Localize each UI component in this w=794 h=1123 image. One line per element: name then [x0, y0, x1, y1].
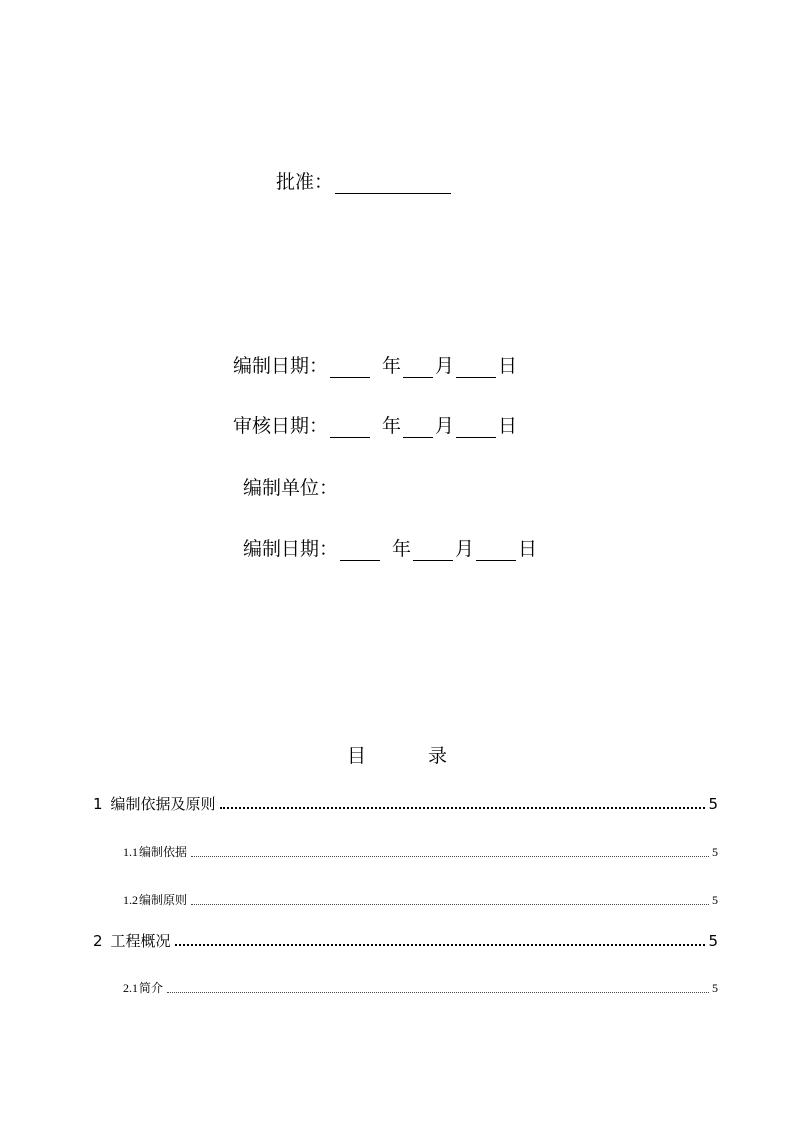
review-date-label: 审核日期： [233, 415, 329, 437]
month-label: 月 [435, 355, 455, 377]
approval-signature-blank[interactable] [335, 173, 451, 194]
approval-label: 批准： [276, 171, 334, 193]
toc-item[interactable] [123, 980, 718, 996]
toc-item-page: 5 [712, 845, 718, 859]
compile-date-label: 编制日期： [233, 355, 329, 377]
toc-item-number: 2.1 [123, 981, 138, 995]
compile-year-blank[interactable] [330, 357, 370, 378]
toc-item-number: 2 [93, 932, 103, 950]
day-label: 日 [518, 538, 538, 560]
toc-item-title: 编制依据及原则 [110, 795, 216, 813]
compile-date-field-2 [243, 537, 537, 561]
compile-unit-field [243, 476, 338, 500]
review-day-blank[interactable] [456, 417, 496, 438]
compile-day-blank-2[interactable] [476, 540, 516, 561]
toc-item[interactable] [93, 794, 718, 814]
review-year-blank[interactable] [330, 417, 370, 438]
toc-item-page: 5 [712, 981, 718, 995]
toc-leader-dots [191, 904, 709, 905]
approval-field [276, 170, 453, 194]
toc-item[interactable] [123, 892, 718, 908]
compile-year-blank-2[interactable] [340, 540, 380, 561]
toc-item-title: 编制原则 [139, 893, 188, 907]
year-label: 年 [382, 415, 402, 437]
compile-date-field [233, 354, 517, 378]
toc-item-page: 5 [712, 893, 718, 907]
toc-item-title: 简介 [139, 981, 164, 995]
compile-unit-label: 编制单位： [243, 477, 339, 499]
toc-item-number: 1.1 [123, 845, 138, 859]
toc-item-number: 1.2 [123, 893, 138, 907]
toc-item-page: 5 [708, 795, 718, 813]
compile-month-blank[interactable] [403, 357, 433, 378]
day-label: 日 [498, 355, 518, 377]
toc-title [0, 744, 794, 768]
compile-month-blank-2[interactable] [413, 540, 453, 561]
year-label: 年 [392, 538, 412, 560]
compile-day-blank[interactable] [456, 357, 496, 378]
month-label: 月 [455, 538, 475, 560]
compile-date-label-2: 编制日期： [243, 538, 339, 560]
review-month-blank[interactable] [403, 417, 433, 438]
day-label: 日 [498, 415, 518, 437]
toc-item[interactable] [93, 931, 718, 951]
month-label: 月 [435, 415, 455, 437]
toc-item-title: 编制依据 [139, 845, 188, 859]
toc-title-char: 目 [346, 745, 366, 767]
toc-leader-dots [191, 856, 709, 857]
toc-item-title: 工程概况 [110, 932, 171, 950]
toc-item[interactable] [123, 844, 718, 860]
year-label: 年 [382, 355, 402, 377]
toc-leader-dots [167, 992, 709, 993]
toc-leader-dots [175, 944, 706, 946]
toc-title-char: 录 [428, 745, 448, 767]
toc-leader-dots [220, 807, 706, 809]
toc-item-page: 5 [708, 932, 718, 950]
review-date-field [233, 414, 517, 438]
toc-item-number: 1 [93, 795, 103, 813]
